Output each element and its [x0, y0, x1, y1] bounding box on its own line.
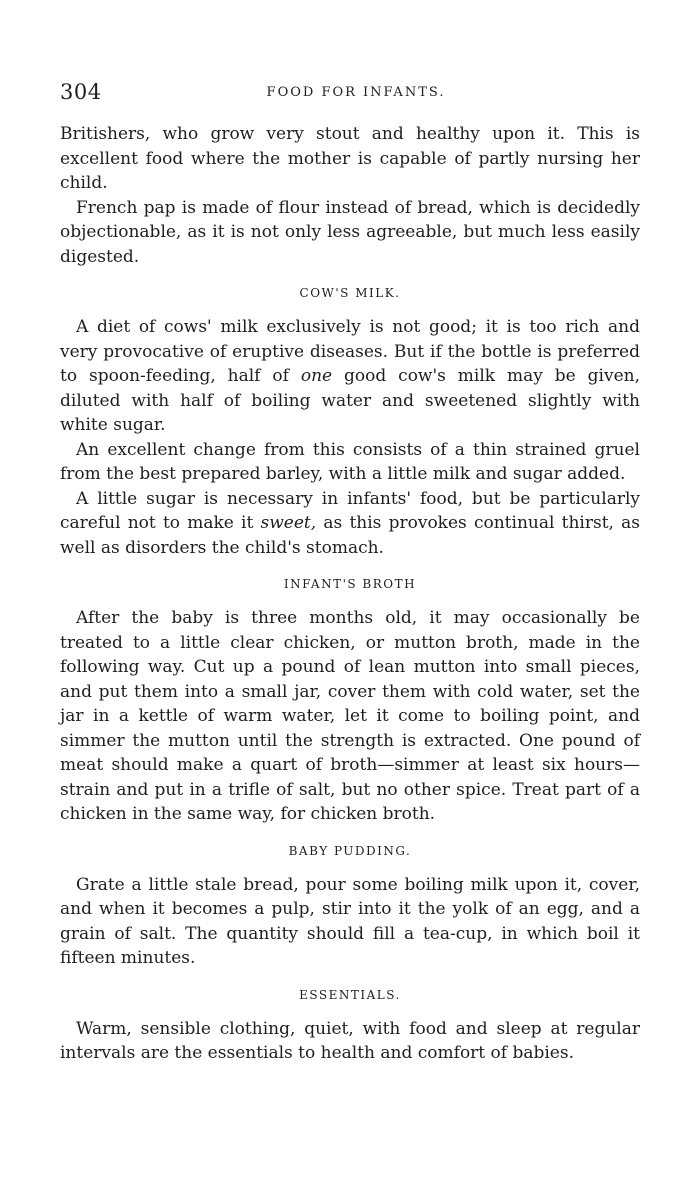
sugar-emphasis: sweet, [260, 513, 317, 533]
section-heading-baby-pudding: BABY PUDDING. [288, 843, 412, 858]
barley-gruel-paragraph: An excellent change from this consists of a thin strained gruel from the best prepared barley, with a little milk and sugar added. [60, 439, 640, 484]
cows-milk-text-1: A diet of cows' milk exclusively is not good; it is too rich and very provocative of eruptive diseases. But if the bottle is preferred to spoon-feeding, half of [60, 317, 640, 386]
cows-milk-paragraph [60, 315, 640, 438]
sugar-text-1: A little sugar is necessary in infants' food, but be particularly careful not to make it [60, 488, 640, 533]
page-number: 304 [60, 80, 102, 104]
sugar-paragraph [60, 487, 640, 561]
essentials-paragraph: Warm, sensible clothing, quiet, with food and sleep at regular intervals are the essentials to health and comfort of babies. [60, 1018, 640, 1063]
section-heading-essentials: ESSENTIALS. [299, 987, 401, 1002]
cows-milk-text-2: good cow's milk may be given, diluted with half of boiling water and sweetened slightly with white sugar. [60, 366, 641, 435]
cows-milk-emphasis: one [300, 366, 333, 386]
sugar-text-2: as this provokes continual thirst, as well as disorders the child's stomach. [60, 513, 640, 558]
book-page [60, 80, 640, 1066]
running-head [60, 80, 640, 114]
section-heading-cows-milk: COW'S MILK. [299, 286, 401, 300]
running-title: FOOD FOR INFANTS. [266, 85, 446, 100]
section-heading-infants-broth: INFANT'S BROTH [283, 577, 417, 591]
infants-broth-paragraph: After the baby is three months old, it may occasionally be treated to a little clear chicken, or mutton broth, made in the following way. Cut up a pound of lean mutton into small pieces, and put them into a small jar, cover them with cold water, set the jar in a kettle of warm water, let it come to boiling point, and simmer the mutton until the strength is extracted. One pound of meat should make a quart of broth—simmer at least six hours—strain and put in a trifle of salt, but no other spice. Treat part of a chicken in the same way, for chicken broth. [60, 608, 640, 824]
baby-pudding-paragraph: Grate a little stale bread, pour some boiling milk upon it, cover, and when it becomes a pulp, stir into it the yolk of an egg, and a grain of salt. The quantity should fill a tea-cup, in which boil it fifteen minutes. [60, 874, 640, 968]
intro-paragraph-continued: Britishers, who grow very stout and healthy upon it. This is excellent food where the mother is capable of partly nursing her child. [60, 124, 640, 193]
french-pap-paragraph: French pap is made of flour instead of bread, which is decidedly objectionable, as it is not only less agreeable, but much less easily digested. [60, 197, 640, 267]
